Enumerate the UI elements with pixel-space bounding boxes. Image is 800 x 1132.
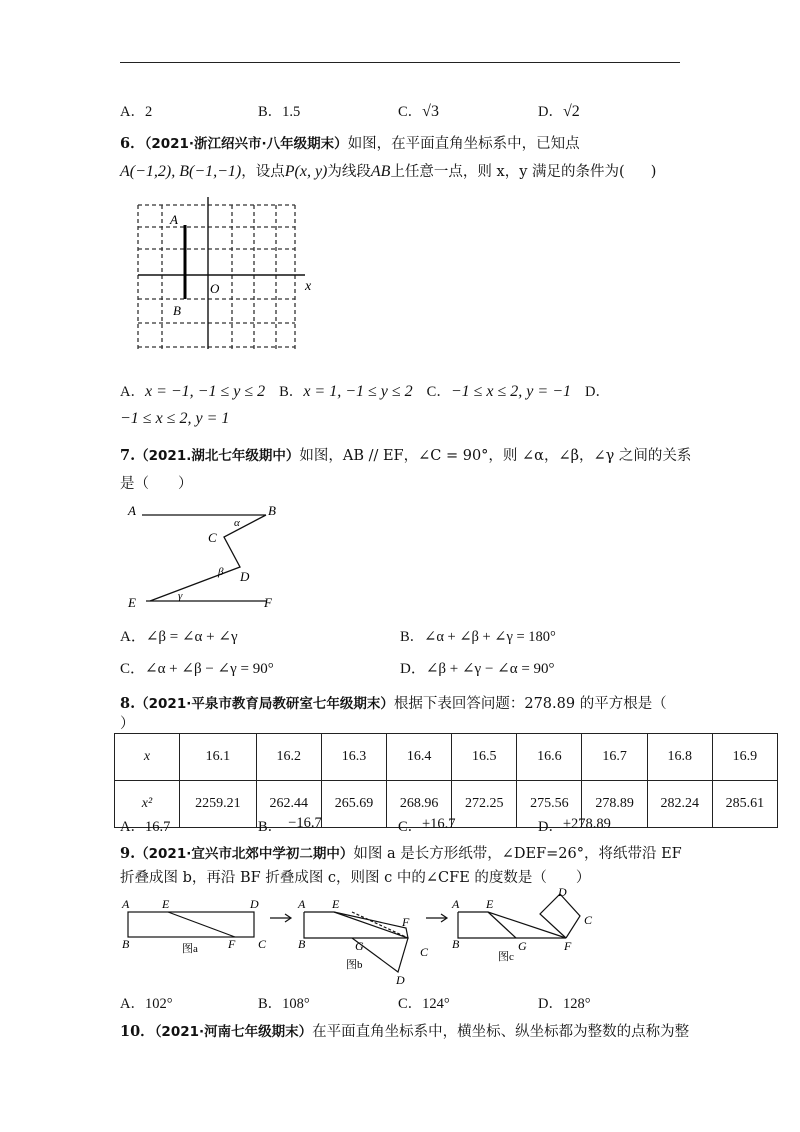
q9-option-b: B．108° — [258, 996, 310, 1012]
q6-stem-line-2 — [120, 160, 656, 181]
arrow-1 — [270, 914, 291, 922]
q6-point-p: P(x, y) — [284, 163, 328, 180]
q8-option-b: B． −16.7 — [258, 815, 322, 835]
q7-stem: 如图，AB // EF，∠C = 90°，则 ∠α，∠β，∠γ 之间的关系 — [299, 448, 692, 464]
square-table — [114, 733, 778, 828]
q10-stem: 在平面直角坐标系中，横坐标、纵坐标都为整数的点称为整 — [312, 1024, 690, 1040]
fig-b-label-f: F — [402, 915, 410, 929]
q9-option-d: D．128° — [538, 996, 591, 1012]
table-cell: 265.69 — [321, 781, 386, 828]
table-cell: 16.1 — [180, 734, 257, 781]
q7-source: （2021.湖北七年级期中） — [135, 448, 300, 464]
q7-number: 7. — [120, 447, 136, 464]
label-c: C — [208, 530, 217, 545]
table-cell: 16.2 — [256, 734, 321, 781]
q6-title-line — [120, 132, 580, 153]
q8-stem-2: ） — [120, 716, 135, 732]
q6-option-d: −1 ≤ x ≤ 2, y = 1 — [120, 410, 230, 427]
question-10 — [120, 1020, 689, 1041]
q6-segment: AB — [370, 163, 391, 180]
q6-stem-1: 如图，在平面直角坐标系中，已知点 — [347, 136, 580, 152]
q7-option-a: A．∠β = ∠α + ∠γ — [120, 629, 238, 645]
q9-source: （2021·宜兴市北郊中学初二期中） — [135, 846, 354, 862]
table-cell: 16.4 — [387, 734, 452, 781]
q7-title-line — [120, 444, 691, 465]
table-cell: 16.3 — [321, 734, 386, 781]
q6-stem-2b: 为线段 — [327, 164, 371, 180]
table-cell: 268.96 — [387, 781, 452, 828]
q9-option-c: C．124° — [398, 996, 450, 1012]
q8-option-c: C．±16.7 — [398, 816, 456, 835]
q8-number: 8. — [120, 695, 136, 712]
fig-c-label-e: E — [486, 897, 494, 911]
q6-options-line — [120, 380, 610, 401]
table-cell: 285.61 — [712, 781, 777, 828]
q5-option-d: D．√2 — [538, 103, 580, 120]
q9-stem: 如图 a 是长方形纸带，∠DEF=26°，将纸带沿 EF — [353, 846, 682, 862]
fig-b-label-d: D — [396, 973, 405, 987]
fig-b-label-a: A — [298, 897, 306, 911]
label-f: F — [264, 595, 272, 610]
label-b: B — [173, 303, 181, 318]
q7-option-b: B．∠α + ∠β + ∠γ = 180° — [400, 629, 556, 645]
q10-source: （2021·河南七年级期末） — [154, 1024, 313, 1040]
q6-source: （2021·浙江绍兴市·八年级期末） — [144, 136, 348, 152]
table-cell: 16.6 — [517, 734, 582, 781]
fig-a-label-f: F — [228, 937, 236, 951]
q6-option-c: −1 ≤ x ≤ 2, y = −1 — [450, 383, 571, 400]
label-origin: O — [210, 281, 220, 296]
fig-c-label-a: A — [452, 897, 460, 911]
caption-fig-c: 图c — [498, 951, 514, 963]
fig-b-label-b: B — [298, 937, 306, 951]
label-e: E — [128, 595, 136, 610]
q8-stem: 根据下表回答问题：278.89 的平方根是（ — [393, 696, 667, 712]
table-header-x-squared: x² — [115, 781, 180, 828]
q8-option-a: A．16.7 — [120, 819, 171, 835]
q6-option-c-label: C． — [426, 384, 451, 400]
q6-option-b: x = 1, −1 ≤ y ≤ 2 — [303, 383, 413, 400]
q6-stem-2a: ，设点 — [241, 164, 285, 180]
q9-figures — [118, 888, 608, 990]
fig-b-label-g: G — [355, 939, 364, 953]
table-cell: 2259.21 — [180, 781, 257, 828]
caption-fig-b: 图b — [346, 959, 363, 971]
q6-option-a-label: A． — [120, 384, 145, 400]
q9-option-a: A．102° — [120, 996, 173, 1012]
fig-c-label-g: G — [518, 939, 527, 953]
grid-dashed-lines — [138, 205, 295, 349]
label-b: B — [268, 503, 276, 518]
q5-option-a: A．2 — [120, 104, 153, 120]
q5-option-b: B．1.5 — [258, 104, 301, 120]
fig-a-label-e: E — [162, 897, 170, 911]
q6-paren: ) — [650, 164, 657, 180]
fig-a-label-a: A — [122, 897, 130, 911]
table-cell: 262.44 — [256, 781, 321, 828]
label-d: D — [240, 569, 250, 584]
q9-number: 9. — [120, 845, 136, 862]
label-beta: β — [218, 566, 224, 578]
fig-b-label-e: E — [332, 897, 340, 911]
caption-fig-a: 图a — [182, 943, 198, 955]
fig-a-label-d: D — [250, 897, 259, 911]
figure-a — [128, 912, 254, 937]
q6-option-b-label: B． — [279, 384, 304, 400]
q7-option-c: C．∠α + ∠β − ∠γ = 90° — [120, 661, 274, 677]
header-rule — [120, 62, 680, 63]
label-gamma: γ — [178, 590, 183, 602]
fig-a-label-b: B — [122, 937, 130, 951]
q6-option-a: x = −1, −1 ≤ y ≤ 2 — [144, 383, 266, 400]
table-cell: 275.56 — [517, 781, 582, 828]
table-cell: 282.24 — [647, 781, 712, 828]
table-cell: 278.89 — [582, 781, 647, 828]
table-cell: 272.25 — [452, 781, 517, 828]
q8-title-line — [120, 692, 667, 713]
label-alpha: α — [234, 517, 240, 529]
zigzag-bcde — [150, 515, 266, 601]
fig-b-label-c: C — [420, 945, 429, 959]
q8-source: （2021·平泉市教育局教研室七年级期末） — [135, 696, 394, 712]
arrow-2 — [426, 914, 447, 922]
q9-title-line — [120, 842, 682, 863]
q10-number: 10． — [120, 1023, 155, 1040]
q6-stem-2c: 上任意一点，则 x，y 满足的条件为( — [390, 164, 625, 180]
figure-c — [458, 894, 580, 938]
q6-figure-grid — [125, 193, 320, 355]
q8-option-d: D．±278.89 — [538, 816, 611, 835]
table-row — [115, 734, 778, 781]
q7-option-d: D．∠β + ∠γ − ∠α = 90° — [400, 661, 555, 677]
label-a: A — [170, 212, 178, 227]
fig-a-label-c: C — [258, 937, 267, 951]
table-cell: 16.5 — [452, 734, 517, 781]
table-cell: 16.7 — [582, 734, 647, 781]
q7-figure — [120, 495, 290, 620]
q9-stem-2: 折叠成图 b，再沿 BF 折叠成图 c，则图 c 中的∠CFE 的度数是（ ） — [120, 870, 591, 886]
fig-c-label-f: F — [564, 939, 572, 953]
fig-c-label-b: B — [452, 937, 460, 951]
q6-option-d-label: D． — [585, 384, 610, 400]
q6-points: A(−1,2), B(−1,−1) — [120, 163, 242, 180]
fig-c-label-d: D — [558, 888, 567, 899]
table-header-x: x — [115, 734, 180, 781]
q5-option-c: C．√3 — [398, 103, 439, 120]
fig-c-label-c: C — [584, 913, 593, 927]
label-x-axis: x — [305, 279, 312, 294]
q7-stem-2: 是（ ） — [120, 476, 193, 492]
table-cell: 16.9 — [712, 734, 777, 781]
q6-number: 6． — [120, 135, 145, 152]
label-a: A — [128, 503, 136, 518]
table-cell: 16.8 — [647, 734, 712, 781]
